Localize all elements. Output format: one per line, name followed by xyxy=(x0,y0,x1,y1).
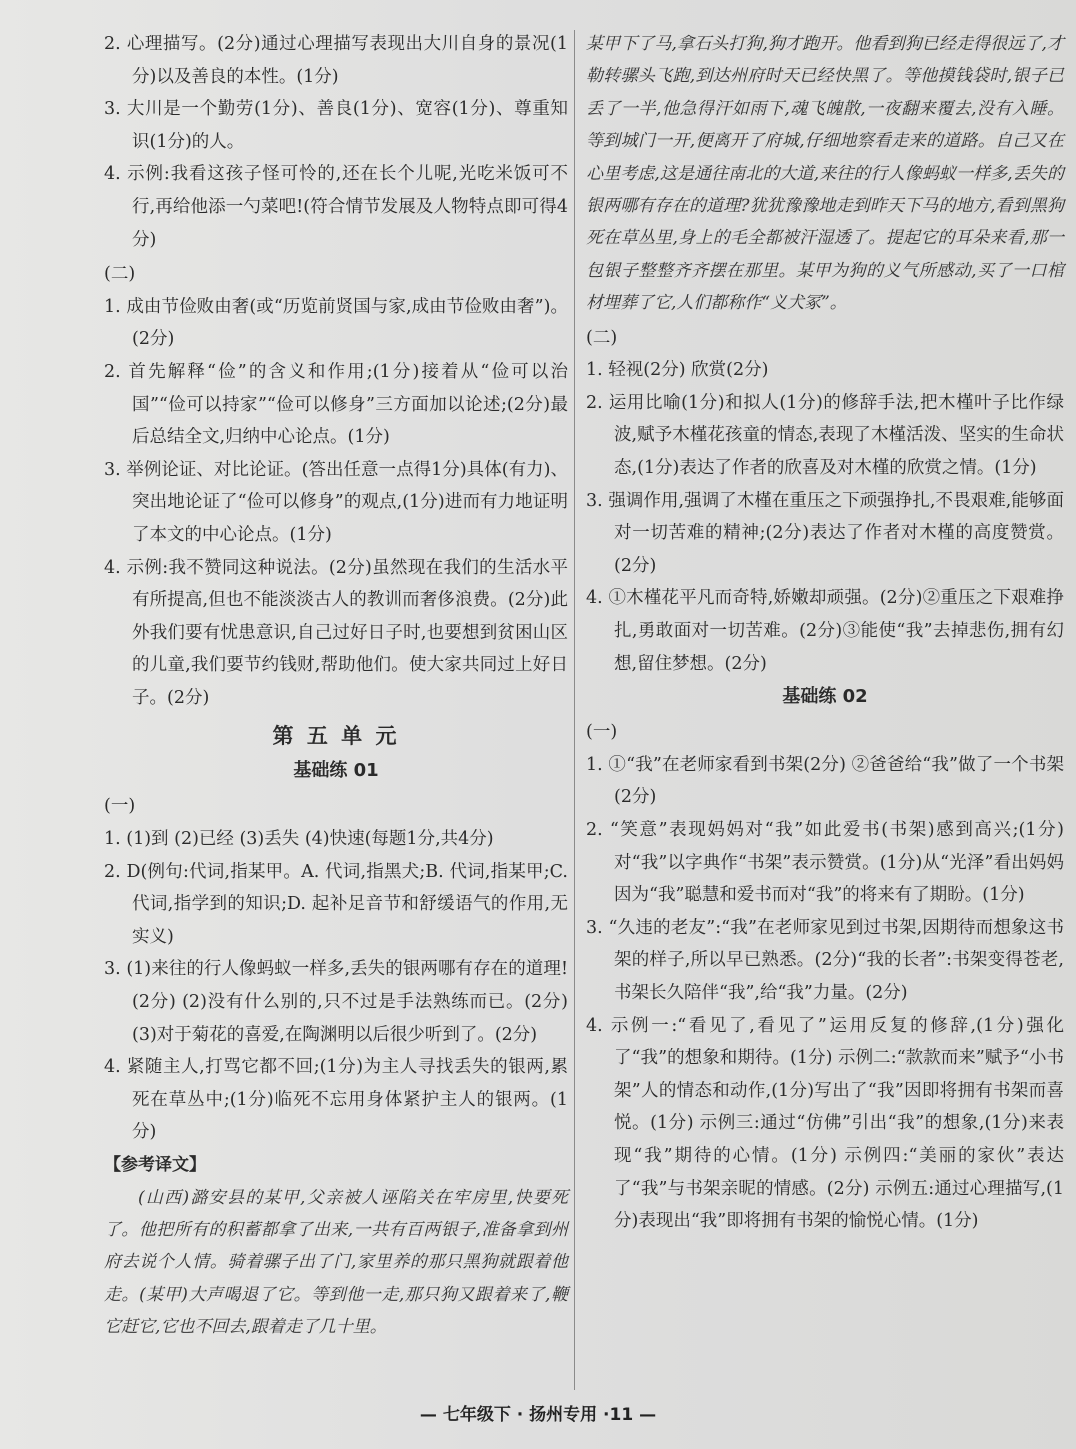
left-column xyxy=(104,28,568,1344)
answer-item: 2. 首先解释“俭”的含义和作用;(1分)接着从“俭可以治国”“俭可以持家”“俭可以修身”三方面加以论述;(2分)最后总结全文,归纳中心论点。(1分) xyxy=(104,361,568,448)
answer-item: 2. D(例句:代词,指某甲。A. 代词,指黑犬;B. 代词,指某甲;C. 代词,指学到的知识;D. 起补足音节和舒缓语气的作用,无实义) xyxy=(104,861,568,947)
section-label: (二) xyxy=(104,264,136,285)
answer-item: 1. 轻视(2分) 欣赏(2分) xyxy=(586,360,769,381)
practice-title: 基础练 01 xyxy=(293,760,379,782)
answer-item: 2. 心理描写。(2分)通过心理描写表现出大川自身的景况(1分)以及善良的本性。(1分) xyxy=(104,34,568,87)
reference-translation-title: 【参考译文】 xyxy=(104,1155,206,1175)
answer-item: 4. ①木槿花平凡而奇特,娇嫩却顽强。(2分)②重压之下艰难挣扎,勇敢面对一切苦难。(2分)③能使“我”去掉悲伤,拥有幻想,留住梦想。(2分) xyxy=(586,588,1064,674)
answer-item: 4. 示例:我不赞同这种说法。(2分)虽然现在我们的生活水平有所提高,但也不能淡淡古人的教训而奢侈浪费。(2分)此外我们要有忧患意识,自己过好日子时,也要想到贫困山区的儿童,我们要节约钱财,帮助他们。使大家共同过上好日子。(2分) xyxy=(104,557,568,708)
answer-item: 3. “久违的老友”:“我”在老师家见到过书架,因期待而想象这书架的样子,所以早已熟悉。(2分)“我的长者”:书架变得苍老,书架长久陪伴“我”,给“我”力量。(2分) xyxy=(586,917,1064,1003)
section-label: (一) xyxy=(586,722,618,743)
reference-translation-continued: 某甲下了马,拿石头打狗,狗才跑开。他看到狗已经走得很远了,才勒转骡头飞跑,到达州府时天已经快黑了。等他摸钱袋时,银子已丢了一半,他急得汗如雨下,魂飞魄散,一夜翻来覆去,没有入睡。等到城门一开,便离开了府城,仔细地察看走来的道路。自己又在心里考虑,这是通往南北的大道,来往的行人像蚂蚁一样多,丢失的银两哪有存在的道理?犹犹豫豫地走到昨天下马的地方,看到黑狗死在草丛里,身上的毛全都被汗湿透了。提起它的耳朵来看,那一包银子整整齐齐摆在那里。某甲为狗的义气所感动,买了一口棺材埋葬了它,人们都称作“义犬冢”。 xyxy=(586,34,1064,314)
answer-item: 3. 大川是一个勤劳(1分)、善良(1分)、宽容(1分)、尊重知识(1分)的人。 xyxy=(104,99,568,152)
page-footer: — 七年级下 · 扬州专用 ·11 — xyxy=(419,1405,657,1425)
column-divider xyxy=(574,30,575,1390)
section-label: (二) xyxy=(586,327,618,348)
answer-item: 4. 示例:我看这孩子怪可怜的,还在长个儿呢,光吃米饭可不行,再给他添一勺菜吧!(符合情节发展及人物特点即可得4分) xyxy=(104,164,568,250)
answer-item: 4. 紧随主人,打骂它都不回;(1分)为主人寻找丢失的银两,累死在草丛中;(1分)临死不忘用身体紧护主人的银两。(1分) xyxy=(104,1057,568,1143)
reference-translation: (山西)潞安县的某甲,父亲被人诬陷关在牢房里,快要死了。他把所有的积蓄都拿了出来,一共有百两银子,准备拿到州府去说个人情。骑着骡子出了门,家里养的那只黑狗就跟着他走。(某甲)大声喝退了它。等到他一走,那只狗又跟着来了,鞭它赶它,它也不回去,跟着走了几十里。 xyxy=(104,1187,568,1338)
answer-item: 3. (1)来往的行人像蚂蚁一样多,丢失的银两哪有存在的道理!(2分) (2)没有什么别的,只不过是手法熟练而已。(2分) (3)对于菊花的喜爱,在陶渊明以后很少听到了。(2分) xyxy=(104,959,568,1045)
answer-item: 1. (1)到 (2)已经 (3)丢失 (4)快速(每题1分,共4分) xyxy=(104,829,494,850)
answer-item: 4. 示例一:“看见了,看见了”运用反复的修辞,(1分)强化了“我”的想象和期待。(1分) 示例二:“款款而来”赋予“小书架”人的情态和动作,(1分)写出了“我”因即将拥有书架而喜悦。(1分) 示例三:通过“仿佛”引出“我”的想象,(1分)来表现“我”期待的心情。(1分) 示例四:“美丽的家伙”表达了“我”与书架亲昵的情感。(2分) 示例五:通过心理描写,(1分)表现出“我”即将拥有书架的愉悦心情。(1分) xyxy=(586,1015,1064,1232)
right-column xyxy=(586,28,1064,1238)
answer-item: 1. ①“我”在老师家看到书架(2分) ②爸爸给“我”做了一个书架(2分) xyxy=(586,754,1064,808)
answer-item: 3. 强调作用,强调了木槿在重压之下顽强挣扎,不畏艰难,能够面对一切苦难的精神;(2分)表达了作者对木槿的高度赞赏。(2分) xyxy=(586,490,1064,576)
section-label: (一) xyxy=(104,796,136,817)
unit-title: 第 五 单 元 xyxy=(272,724,400,749)
answer-item: 3. 举例论证、对比论证。(答出任意一点得1分)具体(有力)、突出地论证了“俭可以修身”的观点,(1分)进而有力地证明了本文的中心论点。(1分) xyxy=(104,459,568,545)
answer-item: 1. 成由节俭败由奢(或“历览前贤国与家,成由节俭败由奢”)。(2分) xyxy=(104,296,568,350)
answer-item: 2. “笑意”表现妈妈对“我”如此爱书(书架)感到高兴;(1分)对“我”以字典作“书架”表示赞赏。(1分)从“光泽”看出妈妈因为“我”聪慧和爱书而对“我”的将来有了期盼。(1分) xyxy=(586,819,1064,906)
answer-item: 2. 运用比喻(1分)和拟人(1分)的修辞手法,把木槿叶子比作绿波,赋予木槿花孩童的情态,表现了木槿活泼、坚实的生命状态,(1分)表达了作者的欣喜及对木槿的欣赏之情。(1分) xyxy=(586,392,1064,479)
practice-title: 基础练 02 xyxy=(782,686,868,708)
